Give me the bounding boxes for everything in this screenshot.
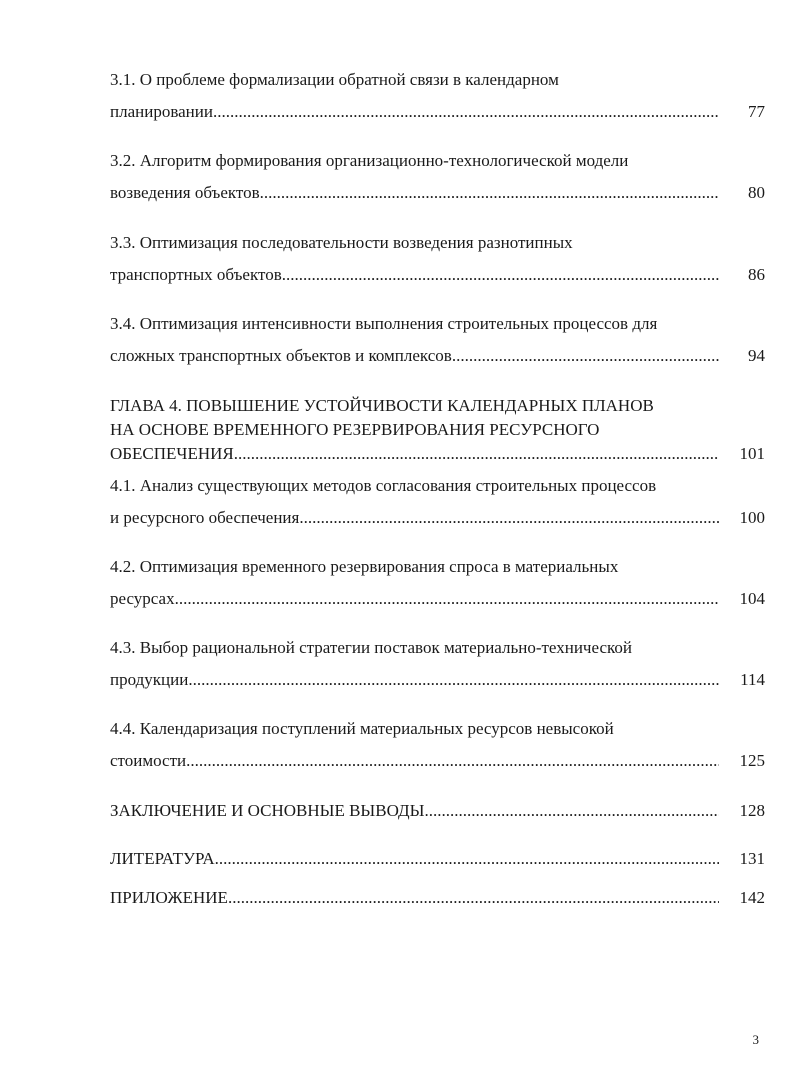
dot-leader [452, 340, 719, 372]
toc-entry-3-2 [110, 145, 765, 209]
toc-entry-title-end: продукции [110, 670, 189, 689]
toc-entry-title-end: ресурсах [110, 589, 175, 608]
toc-entry-3-4 [110, 308, 765, 372]
page-number-footer: 3 [752, 1032, 759, 1047]
dot-leader [188, 664, 719, 696]
dot-leader [175, 583, 719, 615]
toc-page-number: 128 [739, 801, 765, 820]
toc-entry-title-end: транспортных объектов [110, 265, 282, 284]
toc-entry-title-end: возведения объектов [110, 183, 260, 202]
toc-entry-conclusion [110, 795, 765, 827]
toc-page-number: 101 [739, 444, 765, 463]
toc-entry-title: 4.3. Выбор рациональной стратегии поставок материально-технической [110, 638, 632, 657]
dot-leader [186, 745, 719, 777]
toc-entry-title: 4.1. Анализ существующих методов согласования строительных процессов [110, 476, 657, 495]
toc-entry-4-2 [110, 551, 765, 615]
toc-page-number: 94 [748, 346, 765, 365]
toc-entry-4-1 [110, 470, 765, 534]
toc-entry-title-end: и ресурсного обеспечения [110, 508, 300, 527]
toc-entry-title: 3.2. Алгоритм формирования организационно-технологической модели [110, 151, 629, 170]
toc-page-number: 131 [739, 849, 765, 868]
toc-page-number: 77 [748, 102, 765, 121]
dot-leader [213, 96, 719, 128]
toc-entry-title: 4.4. Календаризация поступлений материальных ресурсов невысокой [110, 719, 614, 738]
toc-entry-4-4 [110, 713, 765, 777]
toc-entry-title-end: планировании [110, 102, 213, 121]
toc-chapter-title-end: ОБЕСПЕЧЕНИЯ [110, 444, 234, 463]
toc-entry-title: 3.3. Оптимизация последовательности возведения разнотипных [110, 233, 573, 252]
toc-entry-title: 3.4. Оптимизация интенсивности выполнения строительных процессов для [110, 314, 658, 333]
toc-page-number: 86 [748, 265, 765, 284]
toc-entry-3-1 [110, 64, 765, 128]
dot-leader [215, 843, 719, 875]
toc-entry-3-3 [110, 227, 765, 291]
toc-entry-title-end: сложных транспортных объектов и комплексов [110, 346, 452, 365]
dot-leader [282, 259, 719, 291]
toc-page-number: 114 [740, 670, 765, 689]
toc-entry-title: 4.2. Оптимизация временного резервирования спроса в материальных [110, 557, 619, 576]
toc-page-number: 142 [739, 888, 765, 907]
toc-page-number: 125 [739, 751, 765, 770]
dot-leader [299, 502, 719, 534]
dot-leader [234, 442, 719, 466]
toc-page-number: 80 [748, 183, 765, 202]
toc-chapter-title: ГЛАВА 4. ПОВЫШЕНИЕ УСТОЙЧИВОСТИ КАЛЕНДАРНЫХ ПЛАНОВ [110, 396, 654, 415]
toc-entry-appendix [110, 882, 765, 914]
toc-page-number: 100 [739, 508, 765, 527]
toc-entry-title-end: стоимости [110, 751, 187, 770]
toc-section-title: ПРИЛОЖЕНИЕ [110, 888, 228, 907]
dot-leader [228, 882, 719, 914]
toc-section-title: ЗАКЛЮЧЕНИЕ И ОСНОВНЫЕ ВЫВОДЫ [110, 801, 425, 820]
toc-chapter-title: НА ОСНОВЕ ВРЕМЕННОГО РЕЗЕРВИРОВАНИЯ РЕСУРСНОГО [110, 420, 600, 439]
toc-entry-chapter-4 [110, 394, 765, 466]
dot-leader [424, 795, 719, 827]
toc-entry-4-3 [110, 632, 765, 696]
toc-entry-literature [110, 843, 765, 875]
toc-page-number: 104 [739, 589, 765, 608]
dot-leader [260, 177, 719, 209]
toc-entry-title: 3.1. О проблеме формализации обратной связи в календарном [110, 70, 559, 89]
toc-section-title: ЛИТЕРАТУРА [110, 849, 215, 868]
